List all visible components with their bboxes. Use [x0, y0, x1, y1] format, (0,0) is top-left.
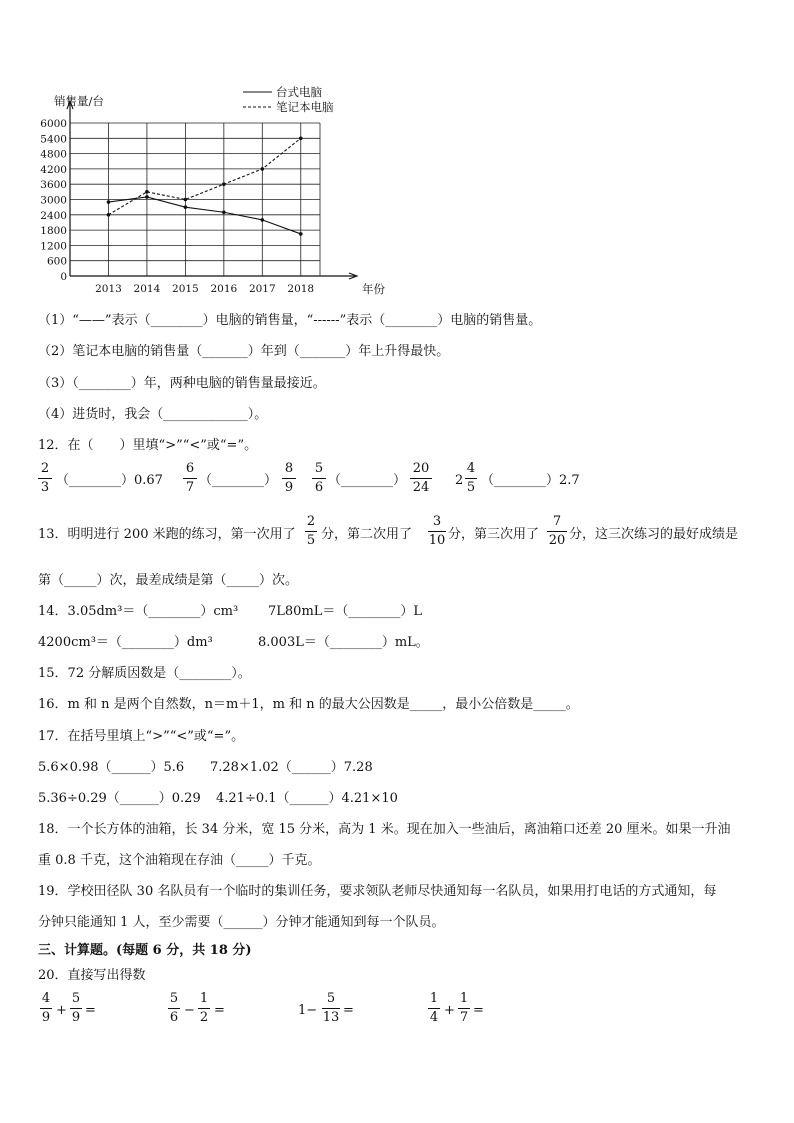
q20-e4-op: +	[444, 1003, 455, 1018]
q12-blank-1[interactable]: （________）0.67	[56, 473, 163, 488]
series-1-point	[145, 195, 149, 199]
series-2-point	[261, 167, 265, 171]
y-tick-label: 4200	[40, 163, 67, 176]
q17-c: 5.36÷0.29（______）0.29	[38, 791, 201, 806]
series-2-point	[145, 190, 149, 194]
q20-e1-eq: =	[85, 1003, 96, 1018]
series-2-point	[299, 137, 303, 141]
q20-e4-frac-a: 1 4	[429, 991, 439, 1025]
q20-e3-whole: 1−	[298, 1003, 318, 1018]
q14-b: 7L80mL＝（________）L	[268, 604, 423, 619]
q13-frac-3: 7 20	[548, 514, 566, 548]
q12-frac-5: 20 24	[410, 462, 432, 495]
x-tick-label: 2017	[248, 283, 276, 295]
x-axis-label: 年份	[362, 282, 385, 296]
q20-e3-eq: =	[343, 1003, 354, 1018]
q13-text-d: 分，这三次练习的最好成绩是	[569, 527, 739, 542]
q20-e4-frac-b: 1 7	[459, 991, 469, 1025]
q12-title: 12．在（ ）里填“>”“<”或“=”。	[38, 438, 258, 453]
q13-text-a: 13．明明进行 200 米跑的练习，第一次用了	[38, 527, 296, 542]
q14-c: 4200cm³＝（________）dm³	[38, 635, 213, 650]
y-tick-label: 2400	[40, 209, 67, 222]
q20-e1-op: +	[56, 1003, 67, 1018]
legend-label-2: 笔记本电脑	[276, 100, 334, 114]
x-tick-label: 2015	[172, 283, 199, 295]
q20-e2-frac-a: 5 6	[169, 991, 179, 1025]
q19-line2: 分钟只能通知 1 人，至少需要（______）分钟才能通知到每一个队员。	[38, 915, 445, 930]
y-tick-label: 3600	[40, 179, 67, 192]
series-2-point	[184, 198, 188, 202]
y-tick-label: 3000	[40, 194, 67, 207]
q11-part4: （4）进货时，我会（_____________）。	[38, 407, 268, 422]
q20-title: 20．直接写出得数	[38, 968, 146, 983]
series-1-point	[299, 232, 303, 236]
q12-blank-3[interactable]: （________）	[328, 473, 407, 488]
legend-label-1: 台式电脑	[276, 85, 322, 99]
q16: 16．m 和 n 是两个自然数，n＝m＋1，m 和 n 的最大公因数是_____，最小公倍数是_____。	[38, 697, 579, 712]
chart-axes	[54, 94, 385, 296]
y-tick-label: 5400	[40, 133, 67, 146]
q20-e2-op: −	[184, 1003, 195, 1018]
series-2-point	[107, 213, 111, 217]
q13-line2: 第（_____）次，最差成绩是第（_____）次。	[38, 573, 299, 588]
q14-d: 8.003L＝（________）mL。	[258, 635, 429, 650]
y-tick-label: 6000	[40, 118, 67, 130]
q20-e1-frac-a: 4 9	[41, 991, 51, 1025]
y-tick-label: 600	[46, 255, 67, 268]
series-line-1	[108, 197, 300, 234]
q20-e2-eq: =	[214, 1003, 225, 1018]
chart-legend	[243, 85, 334, 114]
q12-frac-2: 6 7	[183, 462, 197, 495]
q17-d: 4.21÷0.1（______）4.21×10	[216, 791, 398, 806]
series-1-point	[222, 210, 226, 214]
series-2-point	[222, 182, 226, 186]
section-3-heading: 三、计算题。(每题 6 分，共 18 分)	[38, 943, 252, 958]
q17-b: 7.28×1.02（______）7.28	[210, 760, 373, 775]
q17-title: 17．在括号里填上“>”“<”或“=”。	[38, 729, 245, 744]
series-1-point	[107, 200, 111, 204]
q12-blank-2[interactable]: （________）	[199, 473, 278, 488]
x-tick-label: 2014	[133, 283, 161, 295]
x-tick-label: 2013	[95, 283, 122, 295]
series-1-point	[184, 205, 188, 209]
q19-line1: 19．学校田径队 30 名队员有一个临时的集训任务，要求领队老师尽快通知每一名队员，如果用打电话的方式通知，每	[38, 884, 717, 899]
q14-a: 14．3.05dm³＝（________）cm³	[38, 604, 239, 619]
q13-text-b: 分，第二次用了	[321, 527, 413, 542]
sales-line-chart	[0, 80, 794, 380]
x-tick-label: 2018	[287, 283, 315, 295]
q20-e1-frac-b: 5 9	[71, 991, 81, 1025]
q12-frac-3: 8 9	[282, 462, 296, 495]
y-tick-label: 4800	[40, 148, 67, 161]
chart-grid	[70, 123, 320, 276]
chart-ticks	[40, 118, 314, 295]
q12-frac-1: 2 3	[38, 462, 52, 495]
q12-frac-6: 4 5	[466, 461, 476, 495]
series-line-2	[108, 138, 300, 215]
series-1-point	[261, 218, 265, 222]
q13-text-c: 分，第三次用了	[448, 527, 540, 542]
y-tick-label: 0	[60, 271, 67, 283]
q15: 15．72 分解质因数是（________）。	[38, 666, 251, 681]
q12-mixed-whole: 2	[455, 473, 464, 488]
x-tick-label: 2016	[210, 283, 238, 295]
q13-frac-1: 2 5	[306, 514, 316, 548]
q18-line1: 18．一个长方体的油箱，长 34 分米，宽 15 分米，高为 1 米。现在加入一些油后，离油箱口还差 20 厘米。如果一升油	[38, 822, 731, 837]
q18-line2: 重 0.8 千克，这个油箱现在存油（_____）千克。	[38, 853, 321, 868]
chart-series	[107, 137, 303, 236]
q20-e3-frac: 5 13	[322, 991, 340, 1025]
y-tick-label: 1800	[40, 225, 67, 238]
q20-e2-frac-b: 1 2	[199, 991, 209, 1025]
q11-part1: （1）“——”表示（________）电脑的销售量，“------”表示（________）电脑的销售量。	[38, 313, 542, 328]
q12-frac-4: 5 6	[312, 462, 326, 495]
y-axis-label: 销售量/台	[54, 94, 104, 108]
q17-a: 5.6×0.98（______）5.6	[38, 760, 185, 775]
y-tick-label: 1200	[40, 240, 67, 253]
q11-part3: （3）（________）年，两种电脑的销售量最接近。	[38, 376, 326, 391]
q20-e4-eq: =	[473, 1003, 484, 1018]
q11-part2: （2）笔记本电脑的销售量（_______）年到（_______）年上升得最快。	[38, 344, 450, 359]
q12-blank-4[interactable]: （________）2.7	[481, 473, 580, 488]
q13-frac-2: 3 10	[428, 514, 446, 548]
